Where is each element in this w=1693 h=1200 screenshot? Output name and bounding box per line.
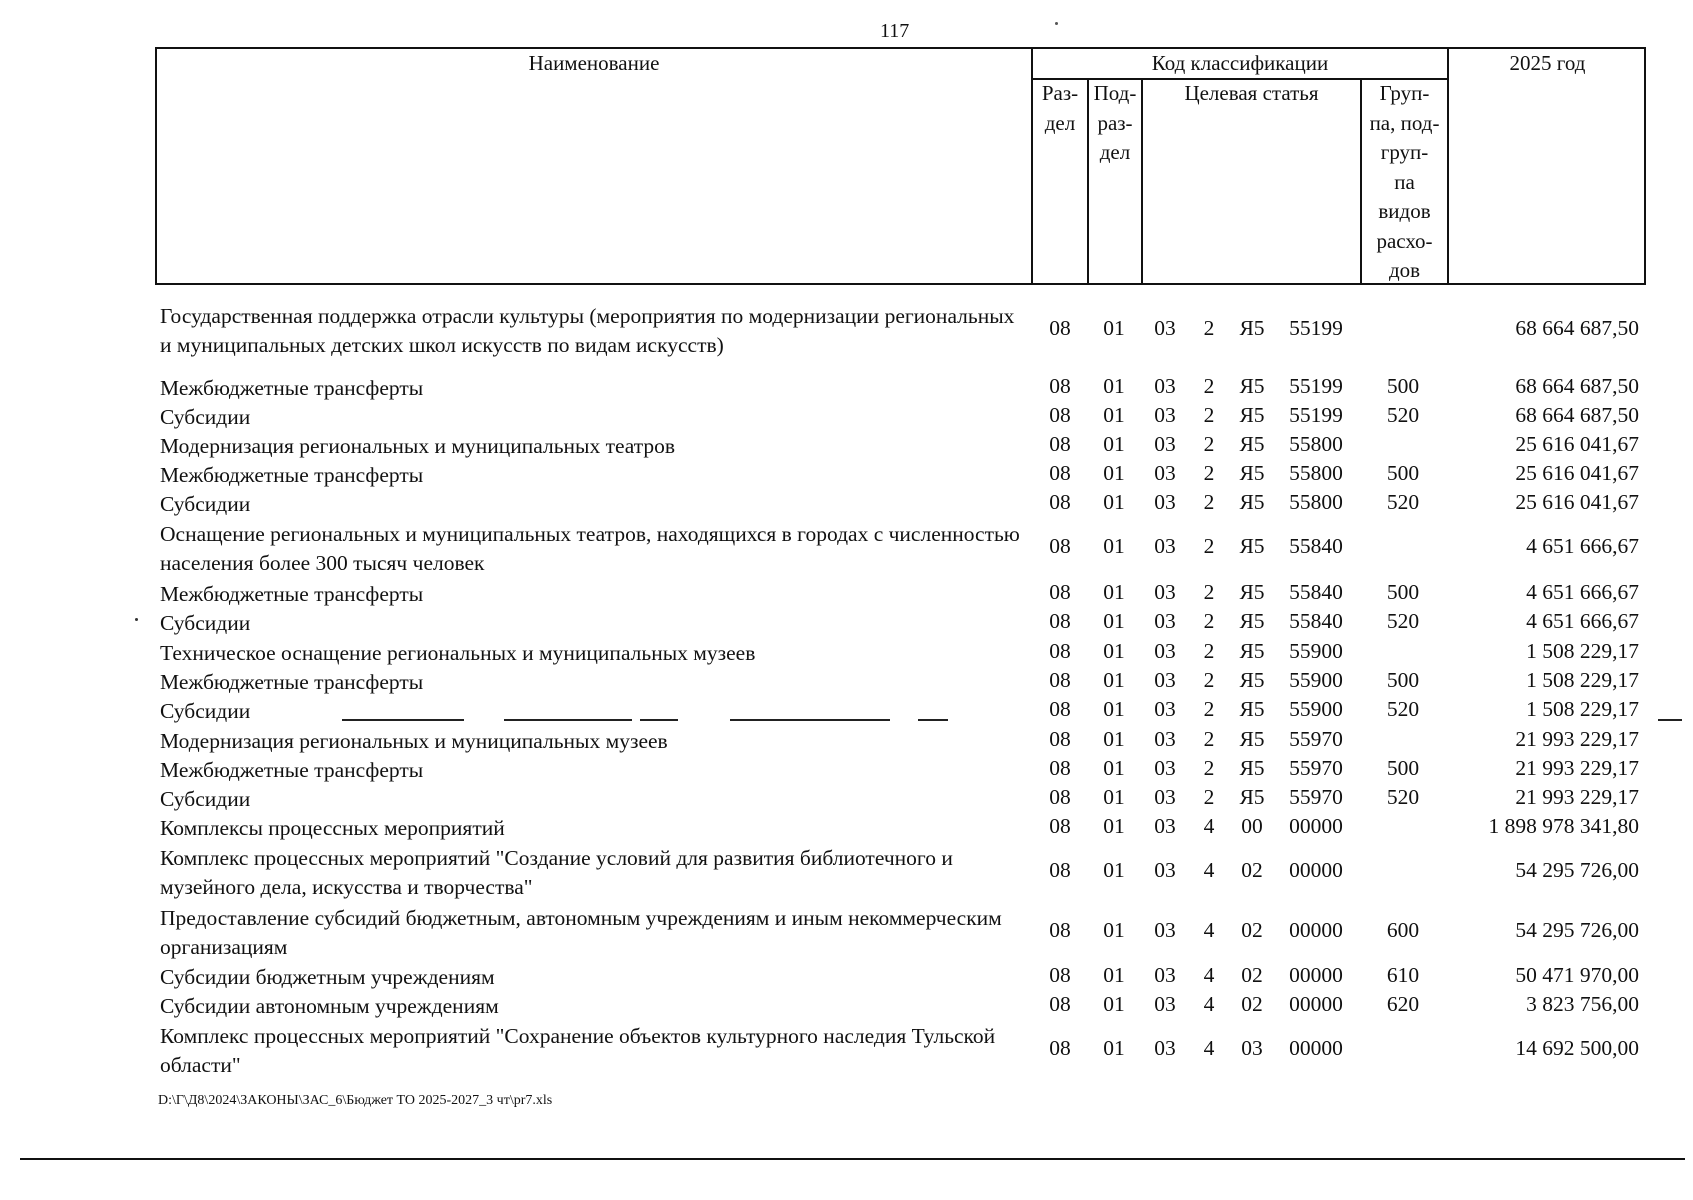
cell-razdel: 08: [1049, 785, 1071, 809]
cell-t2: 2: [1203, 374, 1215, 398]
cell-t2: 2: [1203, 609, 1215, 633]
cell-name: Субсидии: [160, 787, 251, 811]
cell-t1: 03: [1154, 756, 1176, 780]
cell-t4: 55900: [1289, 668, 1343, 692]
scan-artifact-line: [1658, 719, 1682, 721]
header-target: Целевая статья: [1184, 81, 1319, 105]
cell-t4: 55970: [1289, 756, 1343, 780]
cell-t4: 00000: [1289, 1036, 1343, 1060]
cell-razdel: 08: [1049, 814, 1071, 838]
cell-razdel: 08: [1049, 432, 1071, 456]
cell-name: Межбюджетные трансферты: [160, 758, 424, 782]
cell-group: 600: [1386, 918, 1420, 942]
cell-t3: 00: [1241, 814, 1263, 838]
cell-t4: 55840: [1289, 609, 1343, 633]
header-divider: [1447, 49, 1449, 283]
cell-podrazdel: 01: [1103, 534, 1125, 558]
cell-t4: 00000: [1289, 858, 1343, 882]
cell-t3: Я5: [1239, 403, 1265, 427]
cell-podrazdel: 01: [1103, 374, 1125, 398]
cell-group: 620: [1386, 992, 1420, 1016]
cell-sum: 4 651 666,67: [1526, 580, 1639, 604]
cell-t3: Я5: [1239, 316, 1265, 340]
cell-t3: Я5: [1239, 461, 1265, 485]
cell-t2: 2: [1203, 461, 1215, 485]
cell-razdel: 08: [1049, 918, 1071, 942]
cell-t4: 55199: [1289, 316, 1343, 340]
cell-razdel: 08: [1049, 963, 1071, 987]
cell-razdel: 08: [1049, 461, 1071, 485]
header-razdel: Раз- дел: [1041, 81, 1079, 135]
scan-speck: [1055, 22, 1058, 25]
cell-name: Субсидии бюджетным учреждениям: [160, 965, 495, 989]
cell-podrazdel: 01: [1103, 858, 1125, 882]
cell-t4: 55970: [1289, 727, 1343, 751]
cell-sum: 14 692 500,00: [1515, 1036, 1639, 1060]
cell-t3: Я5: [1239, 697, 1265, 721]
page-bottom-rule: [20, 1158, 1685, 1160]
cell-razdel: 08: [1049, 639, 1071, 663]
cell-razdel: 08: [1049, 403, 1071, 427]
cell-razdel: 08: [1049, 992, 1071, 1016]
cell-t1: 03: [1154, 316, 1176, 340]
cell-t1: 03: [1154, 609, 1176, 633]
header-podrazdel: Под- раз- дел: [1093, 81, 1137, 164]
cell-t1: 03: [1154, 374, 1176, 398]
cell-t3: 03: [1241, 1036, 1263, 1060]
cell-t4: 55970: [1289, 785, 1343, 809]
cell-t1: 03: [1154, 992, 1176, 1016]
cell-t1: 03: [1154, 490, 1176, 514]
cell-t4: 55800: [1289, 461, 1343, 485]
cell-t2: 2: [1203, 432, 1215, 456]
cell-t2: 2: [1203, 727, 1215, 751]
cell-sum: 25 616 041,67: [1515, 461, 1639, 485]
cell-razdel: 08: [1049, 580, 1071, 604]
cell-name: Комплексы процессных мероприятий: [160, 816, 505, 840]
cell-t3: Я5: [1239, 609, 1265, 633]
cell-group: 500: [1386, 374, 1420, 398]
cell-sum: 4 651 666,67: [1526, 609, 1639, 633]
cell-sum: 3 823 756,00: [1526, 992, 1639, 1016]
cell-sum: 4 651 666,67: [1526, 534, 1639, 558]
cell-sum: 54 295 726,00: [1515, 918, 1639, 942]
scan-artifact-line: [504, 719, 632, 721]
cell-t3: Я5: [1239, 432, 1265, 456]
cell-sum: 68 664 687,50: [1515, 403, 1639, 427]
cell-t1: 03: [1154, 403, 1176, 427]
cell-t2: 2: [1203, 697, 1215, 721]
cell-t2: 2: [1203, 534, 1215, 558]
page-number: 117: [880, 20, 910, 42]
cell-name: Субсидии: [160, 699, 251, 723]
cell-t4: 55800: [1289, 432, 1343, 456]
cell-t3: Я5: [1239, 374, 1265, 398]
table-header: [155, 47, 1646, 285]
header-year: 2025 год: [1509, 51, 1586, 75]
cell-t3: Я5: [1239, 727, 1265, 751]
cell-sum: 25 616 041,67: [1515, 432, 1639, 456]
cell-t2: 2: [1203, 756, 1215, 780]
cell-sum: 21 993 229,17: [1515, 756, 1639, 780]
cell-sum: 1 508 229,17: [1526, 668, 1639, 692]
cell-sum: 1 508 229,17: [1526, 697, 1639, 721]
cell-group: 520: [1386, 609, 1420, 633]
cell-group: 500: [1386, 668, 1420, 692]
cell-sum: 21 993 229,17: [1515, 785, 1639, 809]
cell-t2: 2: [1203, 785, 1215, 809]
cell-t4: 55800: [1289, 490, 1343, 514]
cell-t1: 03: [1154, 785, 1176, 809]
cell-t4: 55840: [1289, 580, 1343, 604]
cell-name: Субсидии: [160, 611, 251, 635]
cell-name: Оснащение региональных и муниципальных театров, находящихся в городах с численностью населения более 300 тысяч человек: [160, 522, 1020, 575]
cell-t3: 02: [1241, 858, 1263, 882]
cell-name: Техническое оснащение региональных и муниципальных музеев: [160, 641, 756, 665]
cell-name: Субсидии: [160, 492, 251, 516]
cell-name: Межбюджетные трансферты: [160, 582, 424, 606]
cell-t3: Я5: [1239, 639, 1265, 663]
header-group: Груп- па, под- груп- па видов расхо- дов: [1369, 81, 1440, 282]
scan-speck: [135, 618, 138, 621]
cell-sum: 54 295 726,00: [1515, 858, 1639, 882]
cell-group: 500: [1386, 756, 1420, 780]
cell-t4: 00000: [1289, 814, 1343, 838]
cell-t2: 4: [1203, 1036, 1215, 1060]
cell-razdel: 08: [1049, 697, 1071, 721]
cell-t1: 03: [1154, 858, 1176, 882]
cell-t3: Я5: [1239, 785, 1265, 809]
cell-sum: 50 471 970,00: [1515, 963, 1639, 987]
cell-t1: 03: [1154, 639, 1176, 663]
cell-podrazdel: 01: [1103, 316, 1125, 340]
cell-razdel: 08: [1049, 1036, 1071, 1060]
cell-t1: 03: [1154, 432, 1176, 456]
cell-t1: 03: [1154, 534, 1176, 558]
cell-podrazdel: 01: [1103, 609, 1125, 633]
cell-group: 500: [1386, 580, 1420, 604]
cell-t2: 2: [1203, 403, 1215, 427]
cell-t2: 4: [1203, 918, 1215, 942]
cell-t3: Я5: [1239, 580, 1265, 604]
cell-group: 520: [1386, 785, 1420, 809]
cell-t1: 03: [1154, 580, 1176, 604]
cell-sum: 25 616 041,67: [1515, 490, 1639, 514]
cell-t3: Я5: [1239, 490, 1265, 514]
cell-podrazdel: 01: [1103, 639, 1125, 663]
cell-t2: 4: [1203, 963, 1215, 987]
cell-t2: 2: [1203, 580, 1215, 604]
cell-podrazdel: 01: [1103, 697, 1125, 721]
cell-t2: 2: [1203, 639, 1215, 663]
cell-t2: 4: [1203, 992, 1215, 1016]
cell-razdel: 08: [1049, 756, 1071, 780]
cell-t1: 03: [1154, 918, 1176, 942]
cell-t4: 00000: [1289, 992, 1343, 1016]
cell-razdel: 08: [1049, 534, 1071, 558]
cell-t2: 4: [1203, 858, 1215, 882]
cell-t3: 02: [1241, 918, 1263, 942]
scan-artifact-line: [342, 719, 464, 721]
cell-razdel: 08: [1049, 316, 1071, 340]
cell-name: Субсидии: [160, 405, 251, 429]
cell-podrazdel: 01: [1103, 403, 1125, 427]
cell-podrazdel: 01: [1103, 918, 1125, 942]
cell-group: 500: [1386, 461, 1420, 485]
cell-podrazdel: 01: [1103, 814, 1125, 838]
cell-podrazdel: 01: [1103, 727, 1125, 751]
cell-t3: Я5: [1239, 756, 1265, 780]
cell-group: 520: [1386, 403, 1420, 427]
cell-name: Государственная поддержка отрасли культуры (мероприятия по модернизации региональных и муниципальных детских школ искусств по видам искусств): [160, 304, 1015, 357]
cell-t3: Я5: [1239, 534, 1265, 558]
cell-t3: Я5: [1239, 668, 1265, 692]
cell-razdel: 08: [1049, 668, 1071, 692]
cell-podrazdel: 01: [1103, 992, 1125, 1016]
cell-name: Комплекс процессных мероприятий "Создание условий для развития библиотечного и музейного дела, искусства и творчества": [160, 846, 953, 899]
cell-razdel: 08: [1049, 374, 1071, 398]
cell-name: Межбюджетные трансферты: [160, 670, 424, 694]
cell-group: 520: [1386, 697, 1420, 721]
cell-sum: 1 508 229,17: [1526, 639, 1639, 663]
cell-group: 520: [1386, 490, 1420, 514]
cell-group: 610: [1386, 963, 1420, 987]
cell-podrazdel: 01: [1103, 668, 1125, 692]
cell-t4: 55199: [1289, 403, 1343, 427]
cell-razdel: 08: [1049, 609, 1071, 633]
cell-sum: 68 664 687,50: [1515, 316, 1639, 340]
cell-t1: 03: [1154, 461, 1176, 485]
header-divider: [1141, 79, 1143, 283]
cell-name: Межбюджетные трансферты: [160, 463, 424, 487]
scan-artifact-line: [730, 719, 890, 721]
header-code: Код классификации: [1151, 51, 1329, 75]
cell-sum: 21 993 229,17: [1515, 727, 1639, 751]
cell-t2: 4: [1203, 814, 1215, 838]
cell-podrazdel: 01: [1103, 432, 1125, 456]
cell-t4: 55900: [1289, 639, 1343, 663]
cell-t1: 03: [1154, 727, 1176, 751]
cell-t4: 55840: [1289, 534, 1343, 558]
cell-podrazdel: 01: [1103, 490, 1125, 514]
header-name: Наименование: [528, 51, 660, 75]
cell-podrazdel: 01: [1103, 785, 1125, 809]
cell-name: Межбюджетные трансферты: [160, 376, 424, 400]
cell-t2: 2: [1203, 316, 1215, 340]
scan-artifact-line: [918, 719, 948, 721]
cell-name: Комплекс процессных мероприятий "Сохранение объектов культурного наследия Тульской области": [160, 1024, 996, 1077]
cell-t4: 55199: [1289, 374, 1343, 398]
cell-t3: 02: [1241, 992, 1263, 1016]
cell-t3: 02: [1241, 963, 1263, 987]
cell-t2: 2: [1203, 490, 1215, 514]
cell-sum: 1 898 978 341,80: [1488, 814, 1639, 838]
cell-podrazdel: 01: [1103, 756, 1125, 780]
cell-razdel: 08: [1049, 858, 1071, 882]
cell-t1: 03: [1154, 1036, 1176, 1060]
cell-t4: 00000: [1289, 918, 1343, 942]
cell-name: Модернизация региональных и муниципальных театров: [160, 434, 676, 458]
cell-podrazdel: 01: [1103, 580, 1125, 604]
cell-podrazdel: 01: [1103, 963, 1125, 987]
cell-podrazdel: 01: [1103, 1036, 1125, 1060]
cell-name: Субсидии автономным учреждениям: [160, 994, 499, 1018]
cell-t1: 03: [1154, 963, 1176, 987]
cell-razdel: 08: [1049, 727, 1071, 751]
cell-t1: 03: [1154, 668, 1176, 692]
cell-name: Модернизация региональных и муниципальных музеев: [160, 729, 668, 753]
cell-sum: 68 664 687,50: [1515, 374, 1639, 398]
cell-razdel: 08: [1049, 490, 1071, 514]
cell-t1: 03: [1154, 814, 1176, 838]
cell-t4: 00000: [1289, 963, 1343, 987]
file-path: D:\Г\Д8\2024\ЗАКОНЫ\ЗАС_6\Бюджет ТО 2025-2027_3 чт\pr7.xls: [158, 1093, 553, 1108]
cell-podrazdel: 01: [1103, 461, 1125, 485]
cell-t4: 55900: [1289, 697, 1343, 721]
cell-name: Предоставление субсидий бюджетным, автономным учреждениям и иным некоммерческим организациям: [160, 906, 1002, 959]
scan-artifact-line: [640, 719, 678, 721]
cell-t1: 03: [1154, 697, 1176, 721]
cell-t2: 2: [1203, 668, 1215, 692]
